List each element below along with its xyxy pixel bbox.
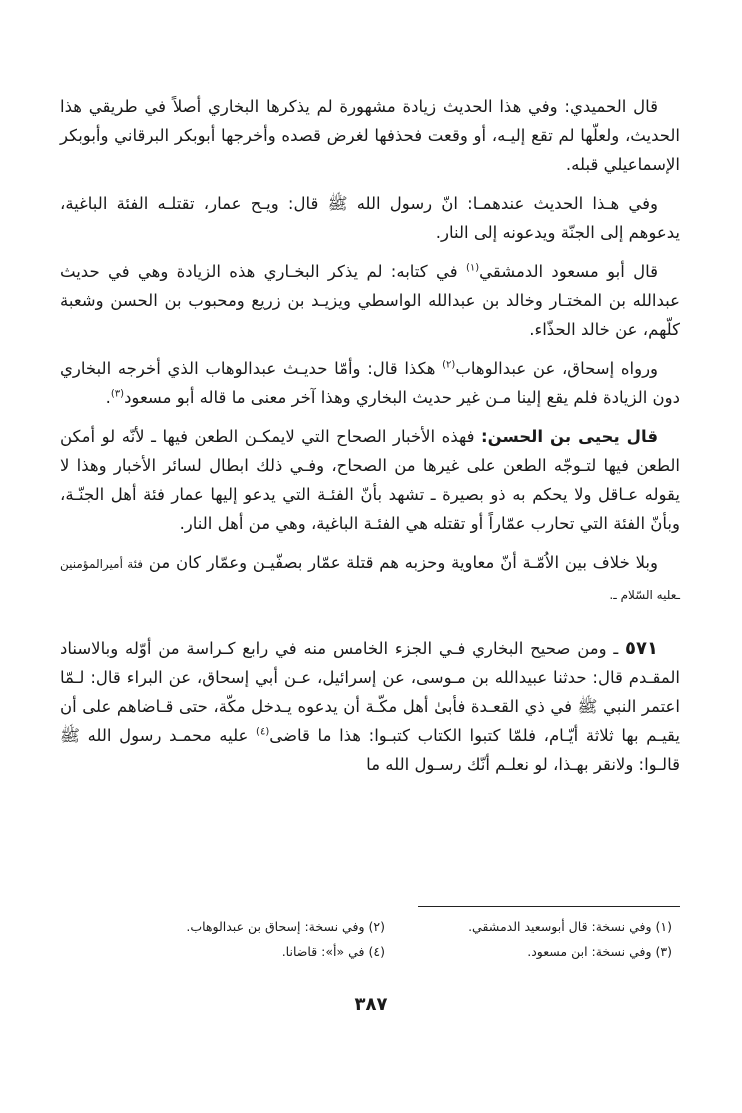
paragraph-abu-masud [60,257,680,344]
footnotes [120,914,672,964]
footnote-4: (٤) في «أ»: قاضانا. [281,944,385,959]
paragraph-abu-masud-rest: في كتابه: لم يذكر البخـاري هذه الزيادة وهي في حديث عبدالله بن المختـار وخالد بن عبدالله الواسطي ويزيـد بن زريع ومحبوب بن الحسن وشعبة كلّهم، عن خالد الحذّاء. [60,262,680,339]
footnote-1: (١) وفي نسخة: قال أبوسعيد الدمشقي. [468,919,672,934]
paragraph-ishaq [60,354,680,412]
paragraph-ishaq-end: . [105,388,111,407]
page-number: ٣٨٧ [354,994,388,1015]
footnote-ref-1: (١) [465,262,480,274]
paragraph-hadith-ammar-text: وفي هـذا الحديث عندهمـا: انّ رسول الله ﷺ قال: ويـح عمار، تقتلـه الفئة الباغية، يدعوهم إلى الجنّة ويدعونه إلى النار. [60,194,680,242]
paragraph-ishaq-start: ورواه إسحاق، عن عبدالوهاب [455,359,659,378]
footnote-row-2 [120,939,672,964]
hadith-number: ٥٧١ [625,638,658,659]
hadith-text-a: ـ ومن صحيح البخاري فـي الجزء الخامس منه في رابع كـراسة من أوّله وبالاسناد المقـدم قال: حدثنا عبيدالله بن مـوسى، عن إسرائيل، عـن أبي إسحاق، عن البراء قال: لـمّا اعتمر النبي ﷺ في ذي القعـدة فأبىٰ أهل مكّـة أن يدعوه يـدخل مكّة، حتى قـاضاهم على أن يقيـم بها ثلاثة أيّـام، فلمّا كتبوا الكتاب كتبـوا: هذا ما قاضى [60,639,680,745]
footnote-3: (٣) وفي نسخة: ابن مسعود. [527,944,672,959]
footnote-row-1 [120,914,672,939]
paragraph-ishaq-mid: هكذا قال: وأمّا حديـث عبدالوهاب الذي أخرجه البخاري دون الزيادة فلم يقع إلينا مـن غير حديث البخاري وهذا آخر معنى ما قاله أبو مسعود [60,359,680,407]
footnote-ref-3: (٣) [110,388,125,400]
footnote-2: (٢) وفي نسخة: إسحاق بن عبدالوهاب. [186,919,385,934]
paragraph-yahya [60,422,680,538]
paragraph-yahya-heading: قال يحيى بن الحسن: [481,427,658,446]
paragraph-consensus [60,548,680,610]
paragraph-hadith-ammar [60,189,680,247]
paragraph-humaydi [60,92,680,179]
paragraph-yahya-text: فهذه الأخبار الصحاح التي لايمكـن الطعن فيها ـ لأنّه لو أمكن الطعن فيها لتـوجّه الطعن على غيرها من الصحاح، وفـي ذلك ابطال لسائر الأخبار وهذا لا يقوله عـاقل ولا يحكم به ذو بصيرة ـ تشهد بأنّ الفئـة التي يدعو إليها عمار فئة أهل الجنّـة، وبأنّ الفئة التي تحارب عمّاراً أو تقتله هي الفئـة الباغية، وهي من أهل النار. [60,427,680,533]
footnote-ref-4: (٤) [256,726,270,738]
paragraph-humaydi-text: قال الحميدي: وفي هذا الحديث زيادة مشهورة لم يذكرها البخاري أصلاً في طريقي هذا الحديث، ولعلّها لم تقع إليـه، أو وقعت فحذفها لغرض قصده وأخرجها أبوبكر البرقاني وأبوبكر الإسماعيلي قبله. [60,97,680,174]
paragraph-consensus-text: وبلا خلاف بين الاُمّـة أنّ معاوية وحزبه هم قتلة عمّار بصفّيـن وعمّار كان من [148,553,658,572]
page-body [60,92,680,789]
section-spacer [60,620,680,634]
footnote-ref-2: (٢) [442,359,456,371]
paragraph-consensus-small: فئة أميرالمؤمنين ـعليه السّلام ـ. [60,557,680,602]
paragraph-hadith-571 [60,634,680,779]
hadith-text-b: عليه محمـد رسول الله ﷺ قالـوا: ولانقر بهـذا، لو نعلـم أنّك رسـول الله ما [60,726,680,774]
paragraph-abu-masud-start: قال أبو مسعود الدمشقي [479,262,658,281]
footnote-divider [418,906,680,907]
